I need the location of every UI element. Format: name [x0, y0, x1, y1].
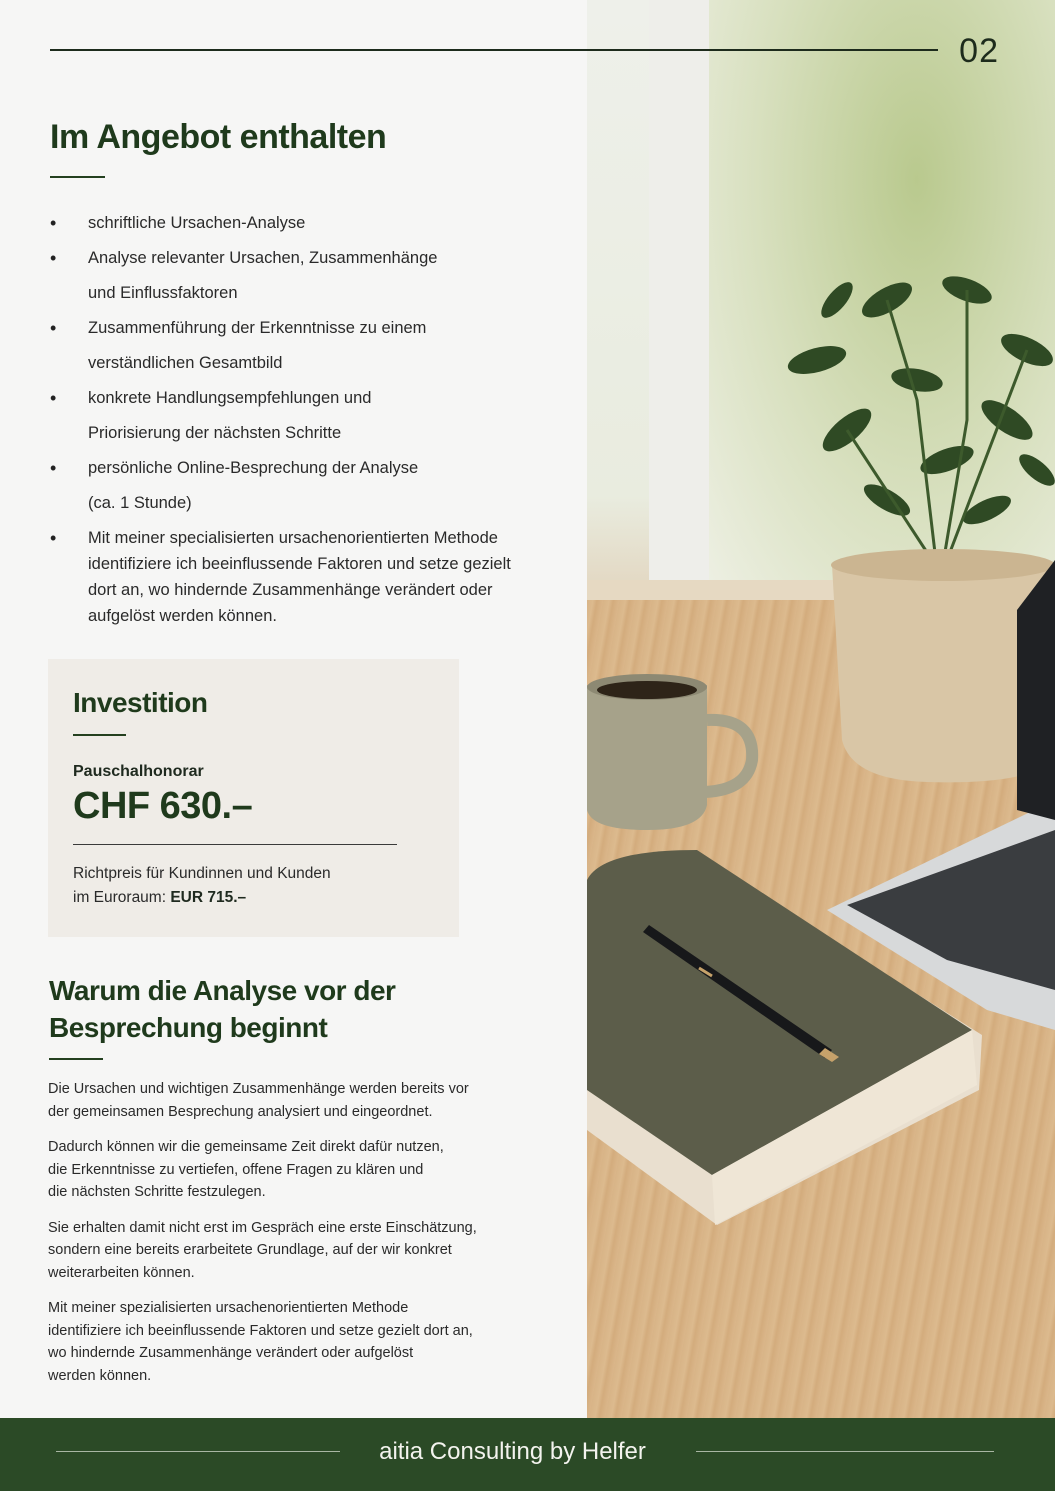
list-item-text: verständlichen Gesamtbild [88, 354, 283, 372]
plant-icon [785, 271, 1055, 530]
price-note [73, 862, 443, 910]
why-heading [49, 972, 469, 1046]
price-divider [73, 844, 397, 845]
list-item-text: schriftliche Ursachen-Analyse [88, 214, 306, 232]
page-number: 02 [959, 32, 999, 70]
paragraph [48, 1217, 518, 1285]
list-item [50, 241, 550, 311]
list-item-text: konkrete Handlungsempfehlungen und [88, 389, 372, 407]
list-item-text: aufgelöst werden können. [88, 607, 277, 625]
paragraph-line: sondern eine bereits erarbeitete Grundlage, auf der wir konkret [48, 1242, 452, 1258]
price-note-prefix: im Euroraum: [73, 889, 171, 906]
list-item-text: persönliche Online-Besprechung der Analyse [88, 459, 419, 477]
paragraph [48, 1297, 518, 1387]
paragraph-line: weiterarbeiten können. [48, 1264, 195, 1281]
list-item [50, 525, 550, 629]
workspace-photo [587, 0, 1055, 1418]
paragraph-line: Sie erhalten damit nicht erst im Gespräch eine erste Einschätzung, [48, 1219, 477, 1236]
list-item-text: (ca. 1 Stunde) [88, 494, 192, 512]
price-note-line1: Richtpreis für Kundinnen und Kunden [73, 865, 331, 882]
header-rule [50, 49, 938, 51]
investment-heading-underline [73, 734, 126, 736]
coffee-mug-icon [587, 674, 752, 830]
paragraph [48, 1136, 518, 1204]
why-body [48, 1078, 518, 1400]
offer-heading-underline [50, 176, 105, 178]
why-heading-line2: Besprechung beginnt [49, 1012, 328, 1043]
investment-heading: Investition [73, 687, 208, 718]
paragraph-line: die Erkenntnisse zu vertiefen, offene Fragen zu klären und [48, 1161, 424, 1178]
paragraph-line: werden können. [48, 1367, 152, 1384]
investment-box [48, 659, 459, 937]
paragraph-line: Mit meiner spezialisierten ursachenorientierten Methode [48, 1300, 409, 1316]
price-eur: EUR 715.– [170, 889, 247, 906]
paragraph-line: identifiziere ich beeinflussende Faktoren und setze gezielt dort an, [48, 1322, 473, 1339]
paragraph-line: wo hindernde Zusammenhänge verändert oder aufgelöst [48, 1345, 414, 1361]
list-item [50, 311, 550, 381]
list-item [50, 381, 550, 451]
price-chf: CHF 630.– [73, 785, 253, 827]
why-heading-line1: Warum die Analyse vor der [49, 975, 396, 1006]
paragraph-line: der gemeinsamen Besprechung analysiert und eingeordnet. [48, 1103, 433, 1120]
list-item-text: und Einflussfaktoren [88, 284, 238, 302]
paragraph [48, 1078, 518, 1123]
list-item-text: dort an, wo hindernde Zusammenhänge verändert oder [88, 581, 493, 599]
list-item [50, 206, 550, 241]
paragraph-line: Dadurch können wir die gemeinsame Zeit direkt dafür nutzen, [48, 1139, 444, 1155]
paragraph-line: die nächsten Schritte festzulegen. [48, 1184, 266, 1200]
list-item-text: identifiziere ich beeinflussende Faktoren und setze gezielt [88, 555, 511, 573]
offer-list [50, 206, 550, 629]
footer [0, 1418, 1055, 1491]
list-item-text: Analyse relevanter Ursachen, Zusammenhänge [88, 249, 438, 267]
paragraph-line: Die Ursachen und wichtigen Zusammenhänge werden bereits vor [48, 1081, 469, 1097]
list-item-text: Zusammenführung der Erkenntnisse zu einem [88, 319, 427, 337]
list-item [50, 451, 550, 521]
list-item-text: Priorisierung der nächsten Schritte [88, 424, 342, 442]
list-item-text: Mit meiner specialisierten ursachenorientierten Methode [88, 529, 498, 547]
offer-heading: Im Angebot enthalten [50, 118, 387, 156]
footer-brand: aitia Consulting by Helfer [379, 1438, 646, 1465]
fee-label: Pauschalhonorar [73, 763, 204, 780]
why-heading-underline [49, 1058, 103, 1060]
desk-still-life-illustration [587, 0, 1055, 1418]
